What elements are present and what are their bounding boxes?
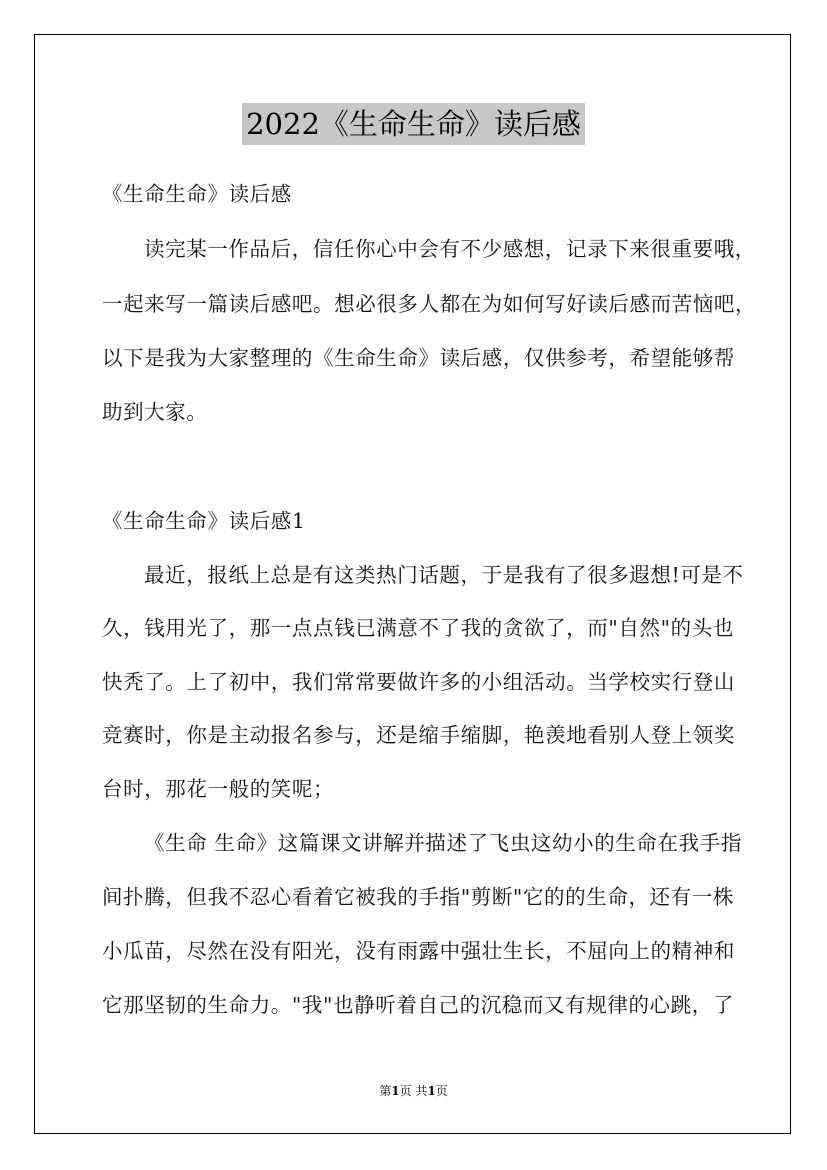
intro-line: 助到大家。 xyxy=(102,400,208,424)
page-footer xyxy=(0,1083,827,1099)
paragraph-line: 小瓜苗，尽然在没有阳光，没有雨露中强壮生长，不屈向上的精神和 xyxy=(102,939,735,963)
footer-page-number: 1 xyxy=(391,1084,400,1098)
paragraph-line: 间扑腾，但我不忍心看着它被我的手指"剪断"它的的生命，还有一株 xyxy=(102,885,734,909)
title-container xyxy=(0,103,827,145)
footer-total-suffix: 页 xyxy=(435,1084,448,1098)
document-subtitle: 《生命生命》读后感 xyxy=(102,182,292,206)
paragraph-line: 台时，那花一般的笑呢； xyxy=(102,777,335,801)
paragraph-line: 快秃了。上了初中，我们常常要做许多的小组活动。当学校实行登山 xyxy=(102,670,735,694)
paragraph-line: 久，钱用光了，那一点点钱已满意不了我的贪欲了，而"自然"的头也 xyxy=(102,616,734,640)
intro-line: 读完某一作品后，信任你心中会有不少感想，记录下来很重要哦， xyxy=(144,237,756,261)
document-title: 2022《生命生命》读后感 xyxy=(242,103,585,145)
intro-line: 一起来写一篇读后感吧。想必很多人都在为如何写好读后感而苦恼吧， xyxy=(102,292,757,316)
footer-total-pages: 1 xyxy=(427,1084,436,1098)
footer-page-suffix: 页 共 xyxy=(399,1084,428,1098)
paragraph-line: 最近，报纸上总是有这类热门话题，于是我有了很多遐想!可是不 xyxy=(144,563,744,587)
intro-line: 以下是我为大家整理的《生命生命》读后感，仅供参考，希望能够帮 xyxy=(102,346,735,370)
paragraph-line: 它那坚韧的生命力。"我"也静听着自己的沉稳而又有规律的心跳，了 xyxy=(102,993,734,1017)
section-heading: 《生命生命》读后感1 xyxy=(102,509,306,533)
paragraph-line: 竞赛时，你是主动报名参与，还是缩手缩脚，艳羡地看别人登上领奖 xyxy=(102,723,735,747)
paragraph-line: 《生命 生命》这篇课文讲解并描述了飞虫这幼小的生命在我手指 xyxy=(144,831,742,855)
footer-page-prefix: 第 xyxy=(379,1084,392,1098)
